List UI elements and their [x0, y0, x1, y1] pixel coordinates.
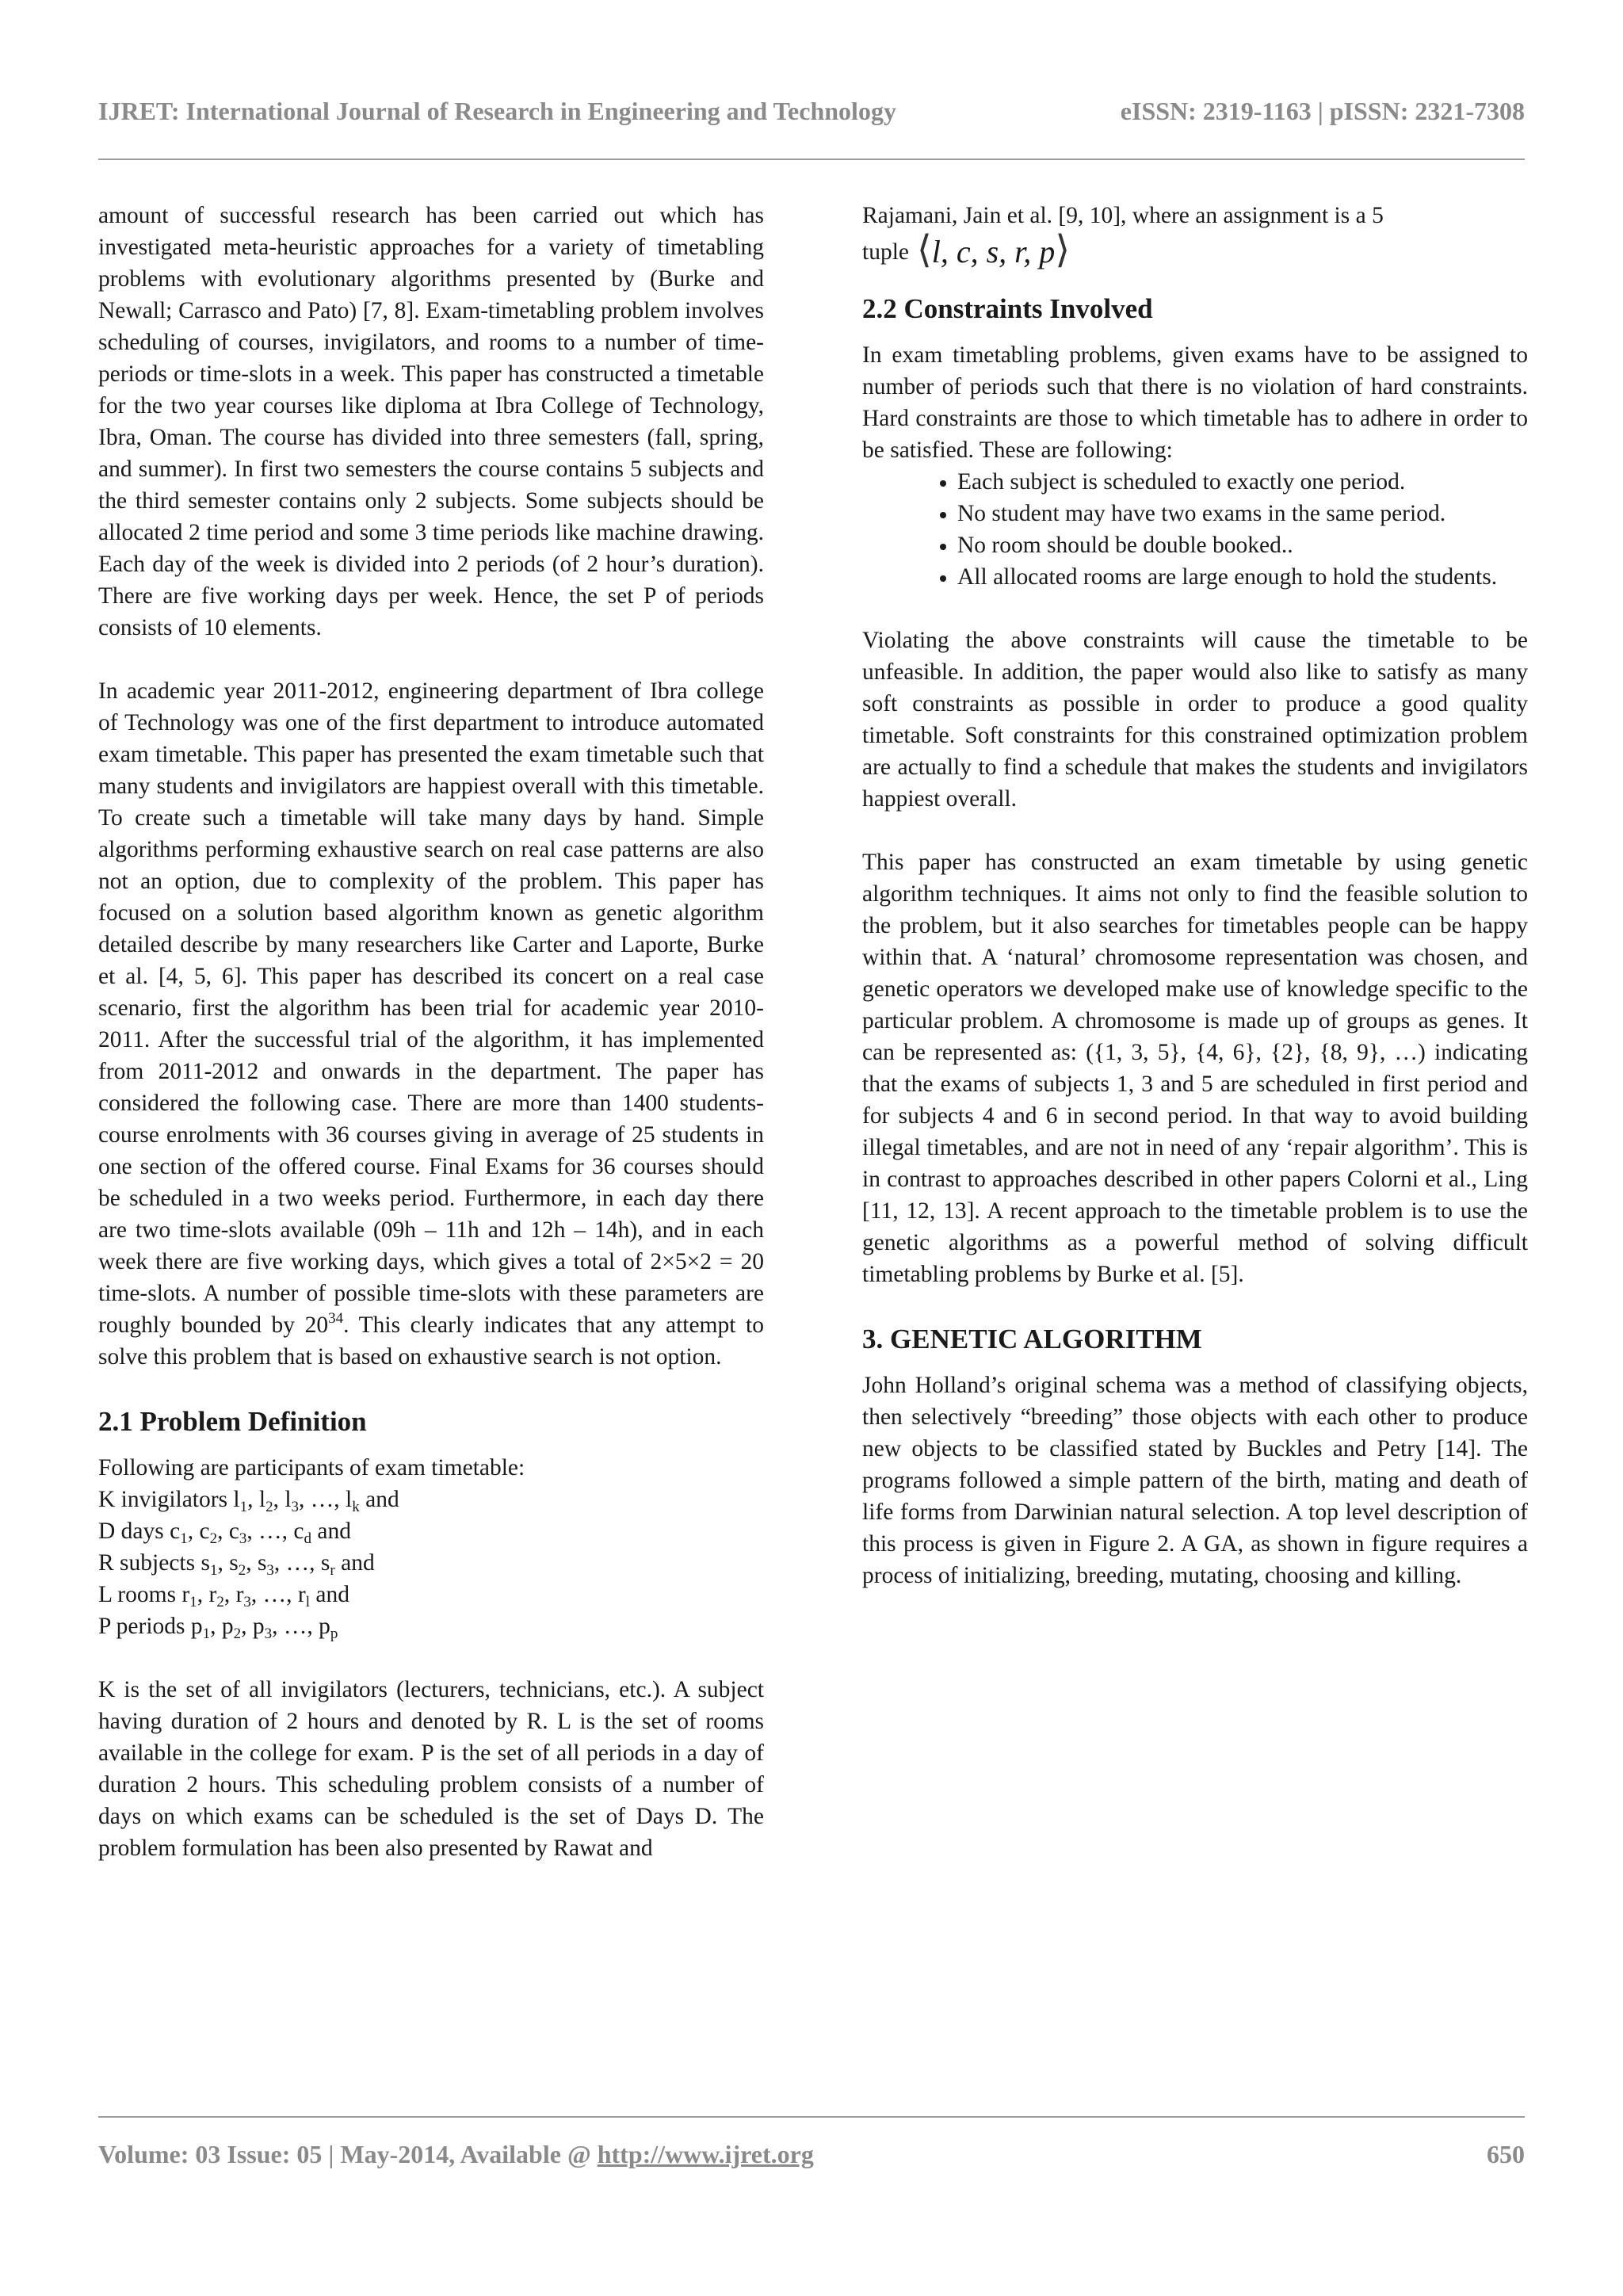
participant-line: D days $c_1$, $c_2$, $c_3$, …, $c_d$ and: [98, 1519, 351, 1547]
participant-line: L rooms $r_1$, $r_2$, $r_3$, …, $r_l$ and: [98, 1582, 349, 1610]
participant-line: R subjects $s_1$, $s_2$, $s_3$, …, $s_r$ and: [98, 1550, 375, 1579]
right-column: [862, 200, 1528, 1591]
constraints-list: [862, 466, 1528, 593]
list-item: • All allocated rooms are large enough to hold the students.: [957, 561, 1528, 593]
paragraph: [98, 675, 764, 1373]
paragraph: John Holland’s original schema was a method of classifying objects, then selectively “breeding” those objects with each other to produce new objects to be classified stated by Buckles and Petry [14]. The programs followed a simple pattern of the birth, mating and death of life forms from Darwinian natural selection. A top level description of this process is given in Figure 2. A GA, as shown in figure requires a process of initializing, breeding, mutating, choosing and killing.: [862, 1373, 1528, 1588]
section-heading: 3. GENETIC ALGORITHM: [862, 1324, 1202, 1354]
paragraph: Violating the above constraints will cause the timetable to be unfeasible. In addition, the paper would also like to satisfy as many soft constraints as possible in order to produce a good quality timetable. Soft constraints for this constrained optimization problem are actually to find a schedule that makes the students and invigilators happiest overall.: [862, 628, 1528, 812]
participants-intro: Following are participants of exam timetable:: [98, 1455, 525, 1480]
paragraph: Rajamani, Jain et al. [9, 10], where an assignment is a 5: [862, 203, 1384, 228]
journal-title: IJRET: International Journal of Research in Engineering and Technology: [98, 97, 896, 125]
paragraph: This paper has constructed an exam timetable by using genetic algorithm techniques. It aims not only to find the feasible solution to the problem, but it also searches for timetables people can be happy within that. A ‘natural’ chromosome representation was chosen, and genetic operators we developed make use of knowledge specific to the particular problem. A chromosome is made up of groups as genes. It can be represented as: ({1, 3, 5}, {4, 6}, {2}, {8, 9}, …) indicating that the exams of subjects 1, 3 and 5 are scheduled in first period and for subjects 4 and 6 in second period. In that way to avoid building illegal timetables, and are not in need of any ‘repair algorithm’. This is in contrast to approaches described in other papers Colorni et al., Ling [11, 12, 13]. A recent approach to the timetable problem is to use the genetic algorithms as a powerful method of solving difficult timetabling problems by Burke et al. [5].: [862, 850, 1528, 1287]
tuple-expression: ⟨l, c, s, r, p⟩: [917, 229, 1071, 271]
running-header: [98, 97, 1525, 136]
left-column: [98, 200, 764, 1864]
list-item: • No student may have two exams in the same period.: [957, 498, 1528, 529]
volume-info: Volume: 03 Issue: 05 | May-2014, Available @ http://www.ijret.org: [98, 2140, 814, 2168]
header-rule: [98, 159, 1525, 160]
paragraph-text: In academic year 2011-2012, engineering department of Ibra college of Technology was one of the first department to introduce automated exam timetable. This paper has presented the exam timetable such that many students and invigilators are happiest overall with this timetable. To create such a timetable will take many days by hand. Simple algorithms performing exhaustive search on real case patterns are also not an option, due to complexity of the problem. This paper has focused on a solution based algorithm known as genetic algorithm detailed describe by many researchers like Carter and Laporte, Burke et al. [4, 5, 6]. This paper has described its concert on a real case scenario, first the algorithm has been trial for academic year 2010-2011. After the successful trial of the algorithm, it has implemented from 2011-2012 and onwards in the department. The paper has considered the following case. There are more than 1400 students-course enrolments with 36 courses giving in average of 25 students in one section of the offered course. Final Exams for 36 courses should be scheduled in a two weeks period. Furthermore, in each day there are two time-slots available (09h – 11h and 12h – 14h), and in each week there are five working days, which gives a total of 2×5×2 = 20 time-slots. A number of possible time-slots with these parameters are roughly bounded by 20: [98, 678, 764, 1338]
paragraph: In exam timetabling problems, given exams have to be assigned to number of periods such that there is no violation of hard constraints. Hard constraints are those to which timetable has to adhere in order to be satisfied. These are following:: [862, 342, 1528, 463]
section-heading: 2.2 Constraints Involved: [862, 293, 1153, 324]
issn: eISSN: 2319-1163 | pISSN: 2321-7308: [1120, 97, 1525, 125]
participants-list: [98, 1452, 764, 1642]
section-heading: 2.1 Problem Definition: [98, 1406, 367, 1437]
participant-line: K invigilators $l_1$, $l_2$, $l_3$, …, $l_k$ and: [98, 1487, 399, 1515]
exponent: 34: [328, 1310, 344, 1327]
participant-line: P periods $p_1$, $p_2$, $p_3$, …, $p_p$: [98, 1614, 338, 1642]
journal-link[interactable]: http://www.ijret.org: [597, 2140, 814, 2168]
paragraph: K is the set of all invigilators (lecturers, technicians, etc.). A subject having duration of 2 hours and denoted by R. L is the set of rooms available in the college for exam. P is the set of all periods in a day of duration 2 hours. This scheduling problem consists of a number of days on which exams can be scheduled is the set of Days D. The problem formulation has been also presented by Rawat and: [98, 1677, 764, 1861]
tuple-line: tuple ⟨l, c, s, r, p⟩: [862, 229, 1071, 271]
list-item: • Each subject is scheduled to exactly one period.: [957, 466, 1528, 498]
page-number: 650: [1487, 2140, 1525, 2168]
footer-rule: [98, 2116, 1525, 2118]
paragraph: amount of successful research has been carried out which has investigated meta-heuristic approaches for a variety of timetabling problems with evolutionary algorithms presented by (Burke and Newall; Carrasco and Pato) [7, 8]. Exam-timetabling problem involves scheduling of courses, invigilators, and rooms to a number of time-periods or time-slots in a week. This paper has constructed a timetable for the two year courses like diploma at Ibra College of Technology, Ibra, Oman. The course has divided into three semesters (fall, spring, and summer). In first two semesters the course contains 5 subjects and the third semester contains only 2 subjects. Some subjects should be allocated 2 time period and some 3 time periods like machine drawing. Each day of the week is divided into 2 periods (of 2 hour’s duration). There are five working days per week. Hence, the set P of periods consists of 10 elements.: [98, 203, 764, 640]
paragraph-text: . This clearly indicates that any attempt to solve this problem that is based on exhaustive search is not option.: [98, 1312, 764, 1370]
running-footer: [98, 2140, 1525, 2179]
list-item: • No room should be double booked..: [957, 529, 1528, 561]
